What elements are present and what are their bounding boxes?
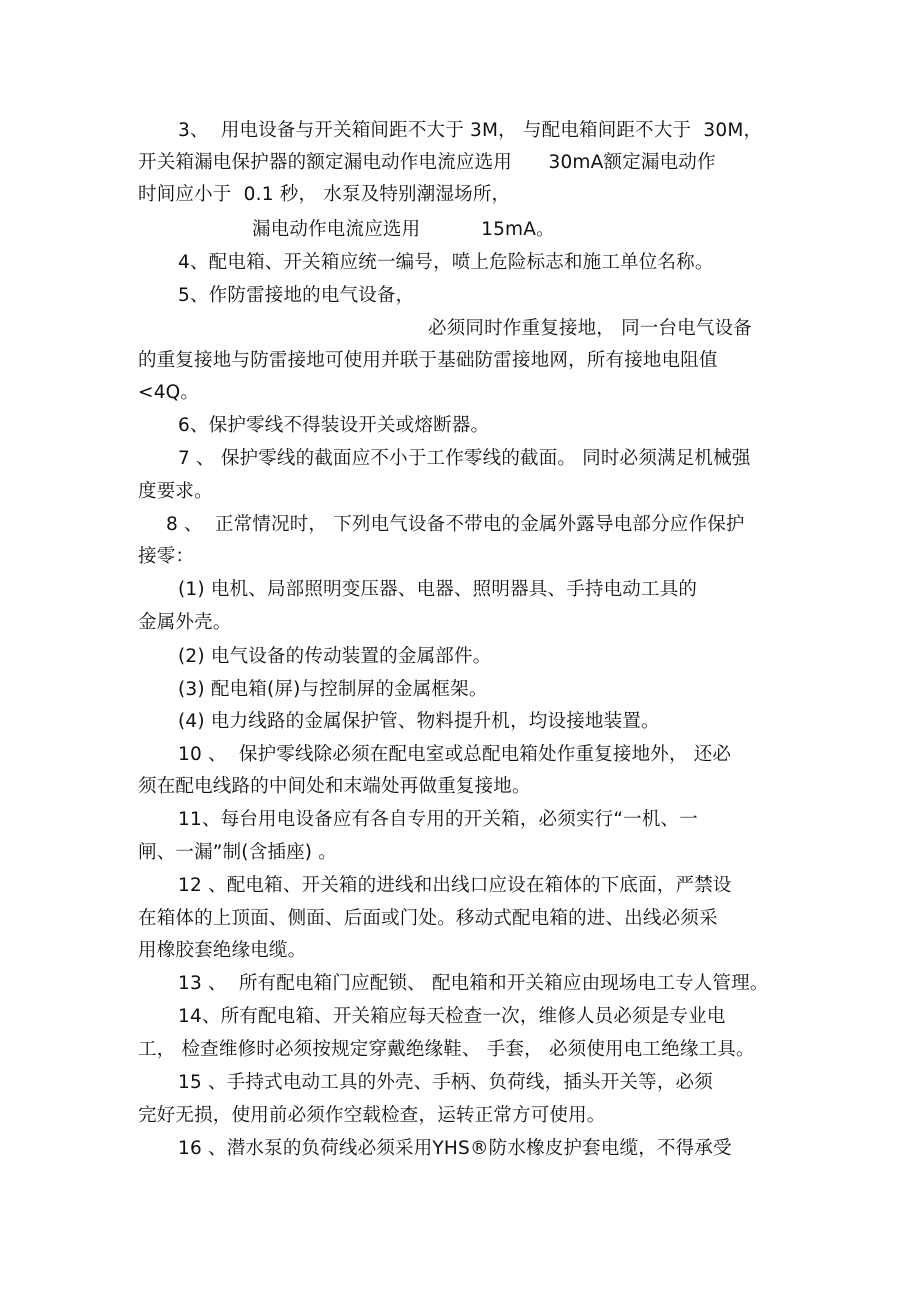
text-line: 须在配电线路的中间处和末端处再做重复接地。 [138, 776, 531, 797]
text-line: 开关箱漏电保护器的额定漏电动作电流应选用 30mA额定漏电动作 [138, 152, 716, 173]
text-line: (3) 配电箱(屏)与控制屏的金属框架。 [178, 679, 488, 700]
text-line: 工， 检查维修时必须按规定穿戴绝缘鞋、 手套， 必须使用电工绝缘工具。 [138, 1039, 755, 1060]
text-line: 11、每台用电设备应有各自专用的开关箱，必须实行“一机、一 [178, 809, 698, 830]
text-line: 金属外壳。 [138, 612, 232, 633]
text-line: 接零： [138, 546, 195, 567]
text-line: 10 、 保护零线除必须在配电室或总配电箱处作重复接地外， 还必 [178, 744, 732, 765]
text-line: 15 、手持式电动工具的外壳、手柄、负荷线，插头开关等，必须 [178, 1072, 713, 1093]
text-line: (4) 电力线路的金属保护管、物料提升机，均设接地装置。 [178, 711, 660, 732]
text-line: 4、配电箱、开关箱应统一编号，喷上危险标志和施工单位名称。 [178, 252, 714, 273]
text-line: <4Q。 [138, 382, 200, 403]
text-line: 闸、一漏”制(含插座) 。 [138, 842, 338, 863]
text-line: (2) 电气设备的传动装置的金属部件。 [178, 646, 492, 667]
text-line: 的重复接地与防雷接地可使用并联于基础防雷接地网，所有接地电阻值 [138, 350, 718, 371]
text-line: 7 、 保护零线的截面应不小于工作零线的截面。 同时必须满足机械强 [178, 448, 751, 469]
text-line: 13 、 所有配电箱门应配锁、 配电箱和开关箱应由现场电工专人管理。 [178, 973, 769, 994]
text-line: 12 、配电箱、开关箱的进线和出线口应设在箱体的下底面，严禁设 [178, 875, 732, 896]
text-line: 时间应小于 0.1 秒， 水泵及特别潮湿场所， [138, 184, 511, 205]
text-line: 6、保护零线不得装设开关或熔断器。 [178, 415, 490, 436]
text-line: 在箱体的上顶面、侧面、后面或门处。移动式配电箱的进、出线必须采 [138, 908, 718, 929]
text-line: 漏电动作电流应选用 15mA。 [252, 219, 555, 240]
text-line: 5、作防雷接地的电气设备， [178, 285, 415, 306]
text-line: 度要求。 [138, 481, 213, 502]
text-line: 8 、 正常情况时， 下列电气设备不带电的金属外露导电部分应作保护 [166, 514, 745, 535]
text-line: (1) 电机、局部照明变压器、电器、照明器具、手持电动工具的 [178, 579, 698, 600]
text-line: 16 、潜水泵的负荷线必须采用YHS®防水橡皮护套电缆，不得承受 [178, 1138, 732, 1159]
text-line: 14、所有配电箱、开关箱应每天检查一次，维修人员必须是专业电 [178, 1006, 726, 1027]
text-line: 用橡胶套绝缘电缆。 [138, 940, 307, 961]
text-line: 3、 用电设备与开关箱间距不大于 3M， 与配电箱间距不大于 30M， [178, 120, 763, 141]
text-line: 必须同时作重复接地， 同一台电气设备 [428, 318, 752, 339]
text-line: 完好无损，使用前必须作空载检查，运转正常方可使用。 [138, 1105, 606, 1126]
